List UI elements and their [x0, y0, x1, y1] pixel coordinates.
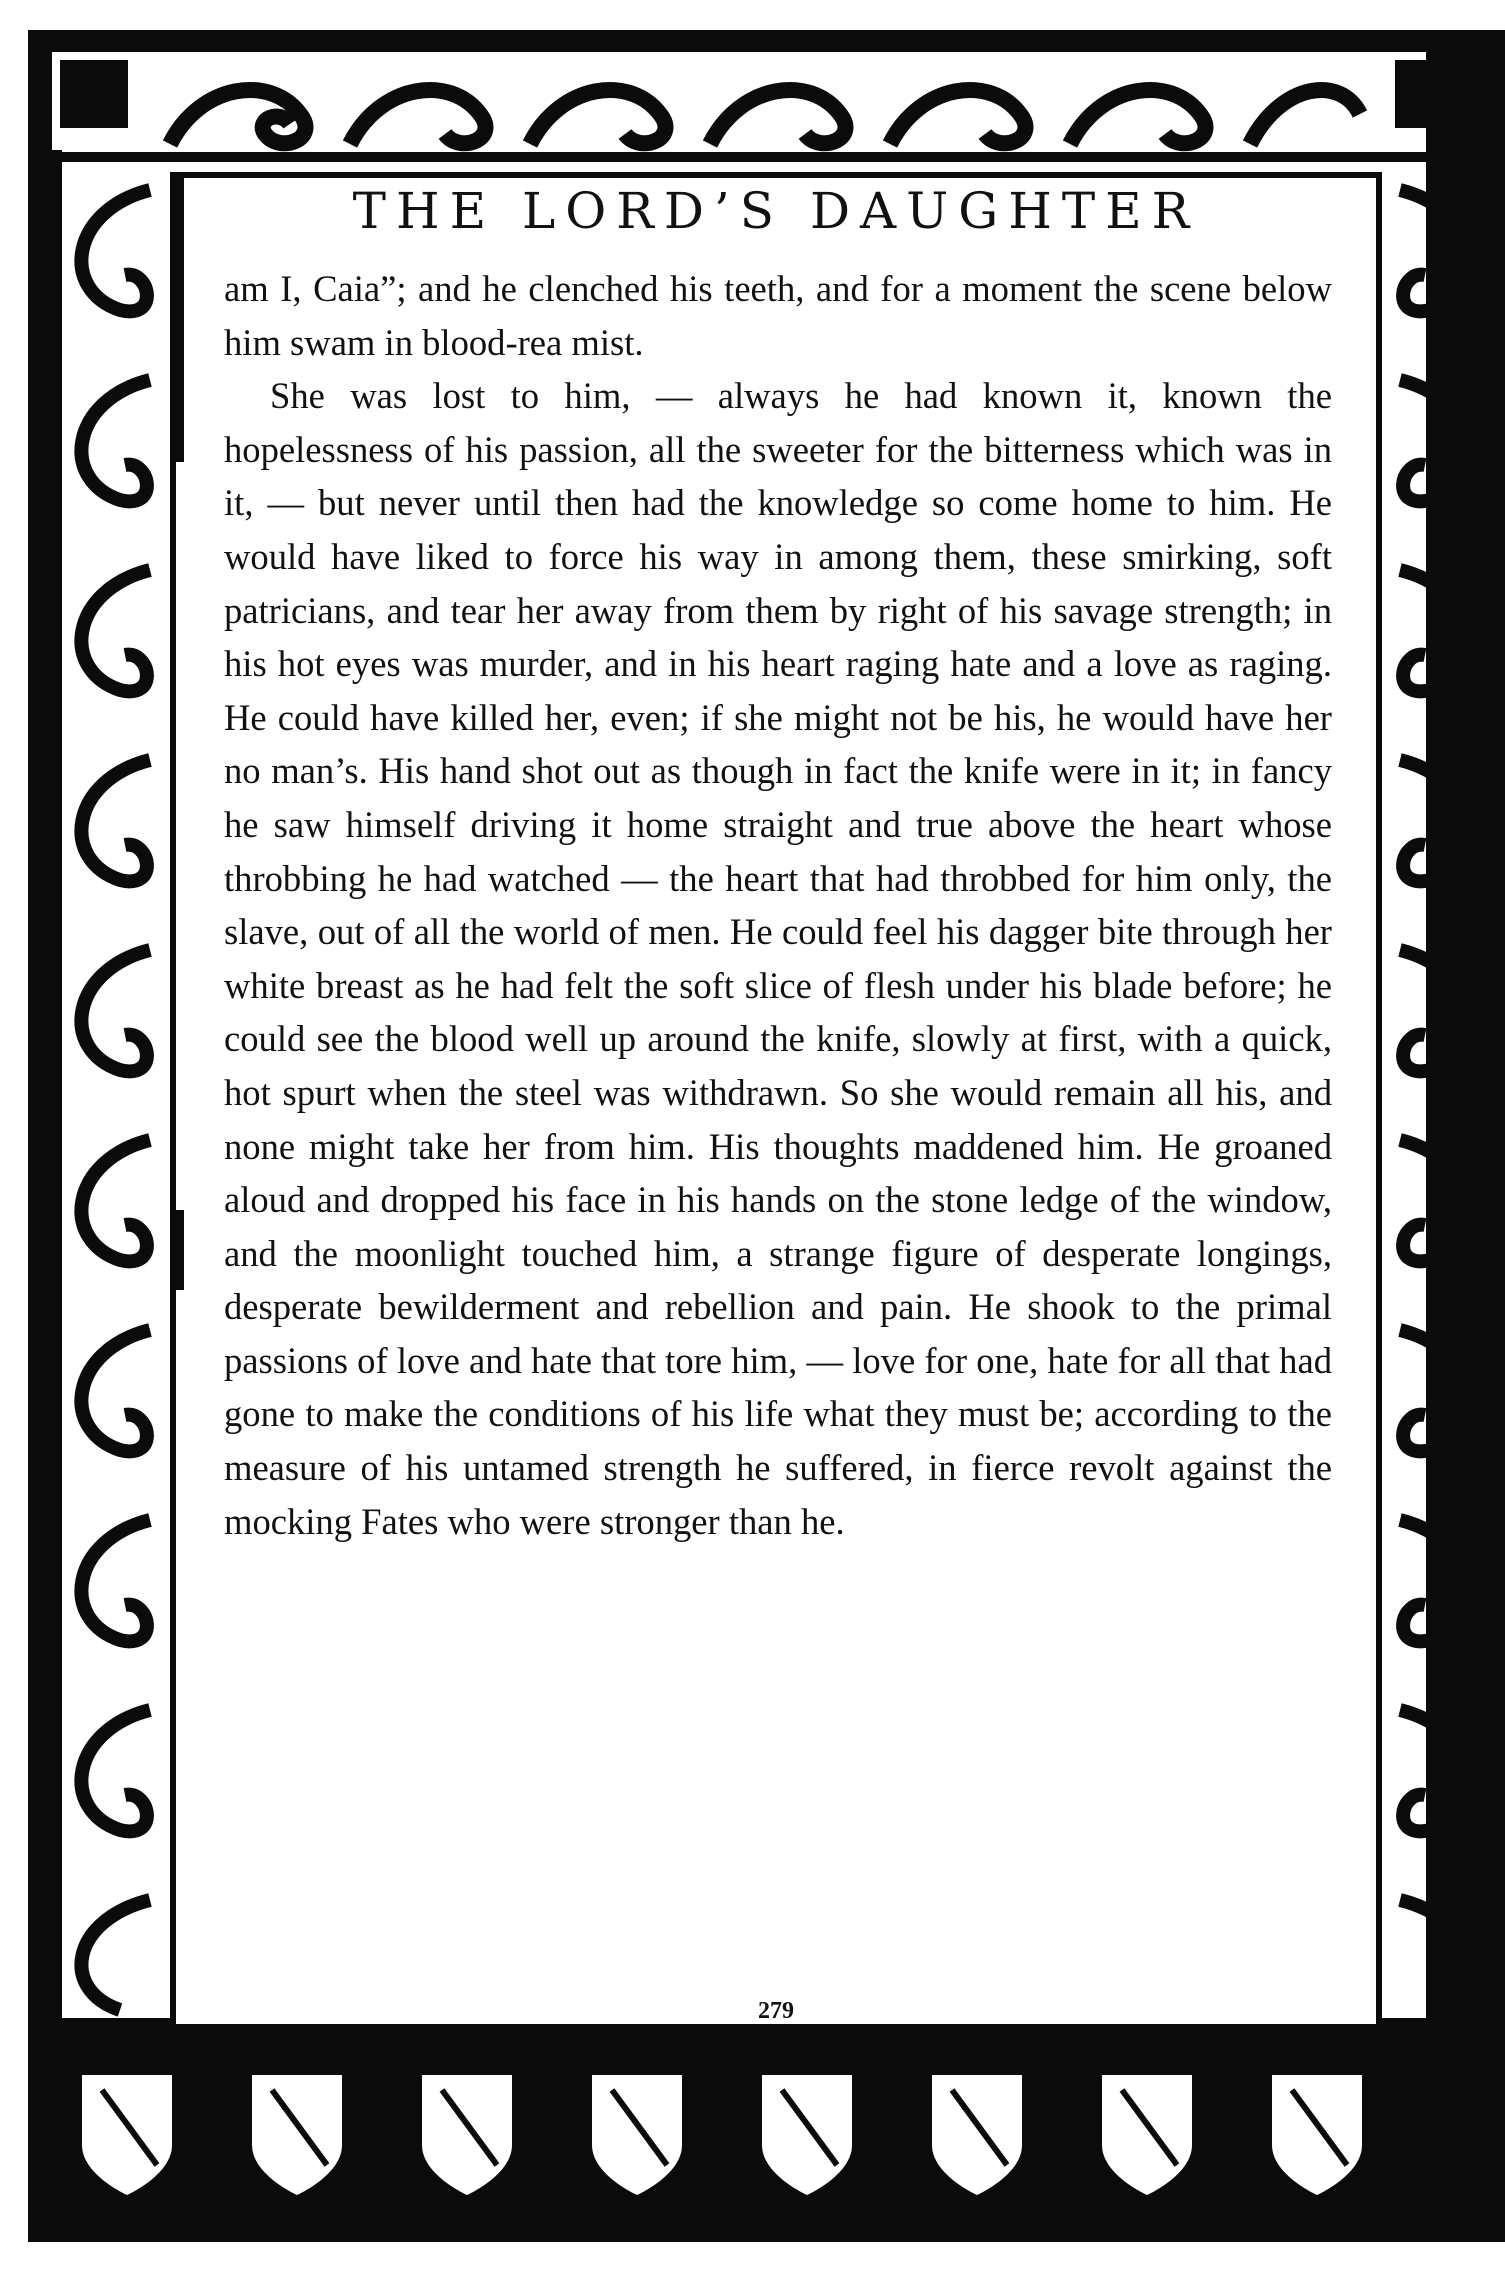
corner-rosette-top-left: [60, 60, 128, 128]
paragraph: She was lost to him, — always he had known it, known the hopelessness of his passion, all the sweeter for the bitterness which was in it, — but never until then had the knowledge so come home to him. He would have liked to force his way in among them, these smirking, soft patricians, and tear her away from them by right of his savage strength; in his hot eyes was murder, and in his heart raging hate and a love as raging. He could have killed her, even; if she might not be his, he would have her no man’s. His hand shot out as though in fact the knife were in it; in fancy he saw himself driving it home straight and true above the heart whose throbbing he had watched — the heart that had throbbed for him only, the slave, out of all the world of men. He could feel his dagger bite through her white breast as he had felt the soft slice of flesh under his blade before; he could see the blood well up around the knife, slowly at first, with a quick, hot spurt when the steel was withdrawn. So she would remain all his, and none might take her from him. His thoughts maddened him. He groaned aloud and dropped his face in his hands on the stone ledge of the window, and the moonlight touched him, a strange figure of desperate longings, desperate bewilderment and rebellion and pain. He shook to the primal passions of love and hate that tore him, — love for one, hate for all that had gone to make the conditions of his life what they must be; according to the measure of his untamed strength he suffered, in fierce revolt against the mocking Fates who were stronger than he.: [224, 375, 1332, 1542]
running-head: THE LORD’S DAUGHTER: [352, 182, 1200, 240]
body-text: [224, 262, 1332, 1548]
right-scroll-ornament: [1380, 150, 1502, 2030]
left-scroll-ornament: [50, 150, 172, 2030]
top-scroll-ornament: [50, 44, 1432, 162]
corner-rosette-top-right: [1395, 60, 1463, 128]
bottom-shield-ornament: [42, 2035, 1477, 2225]
paragraph-continued: am I, Caia”; and he clenched his teeth, and for a moment the scene below him swam in blood-rea mist.: [224, 268, 1332, 363]
panel-edge-mark-lower: [174, 1210, 184, 1290]
page-number: 279: [758, 1998, 794, 2024]
